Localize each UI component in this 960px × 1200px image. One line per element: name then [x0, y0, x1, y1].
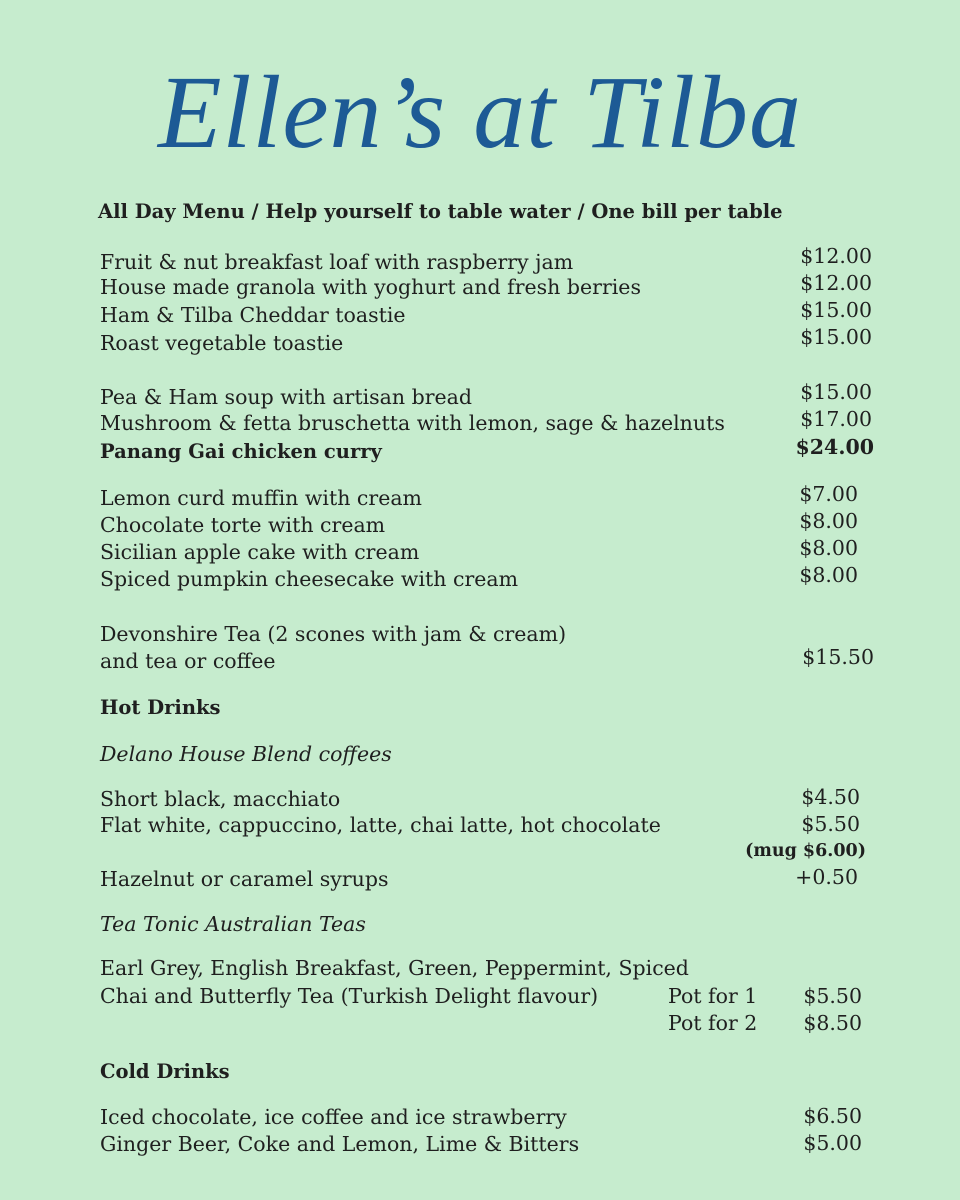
devonshire-line-2: and tea or coffee: [100, 649, 276, 673]
mug-price-note: (mug $6.00): [745, 841, 866, 861]
tea-line-1: Earl Grey, English Breakfast, Green, Peppermint, Spiced: [100, 956, 689, 980]
menu-item-price: $17.00: [800, 407, 872, 431]
syrup-item-name: Hazelnut or caramel syrups: [100, 867, 389, 891]
tea-line-2: Chai and Butterfly Tea (Turkish Delight flavour): [100, 984, 599, 1008]
pot-for-1-price: $5.50: [803, 984, 862, 1008]
menu-item-name: Chocolate torte with cream: [100, 513, 386, 537]
pot-for-1-label: Pot for 1: [668, 984, 758, 1008]
devonshire-price: $15.50: [802, 645, 874, 669]
menu-item-name: Fruit & nut breakfast loaf with raspberry jam: [100, 250, 574, 274]
menu-item-price: $15.00: [800, 380, 872, 404]
restaurant-title: Ellen’s at Tilba: [158, 55, 802, 170]
menu-item-price: $15.00: [800, 298, 872, 322]
cold-drink-price: $5.00: [803, 1131, 862, 1155]
devonshire-line-1: Devonshire Tea (2 scones with jam & cream): [100, 622, 567, 646]
cold-drinks-heading: Cold Drinks: [100, 1060, 230, 1083]
tea-heading: Tea Tonic Australian Teas: [100, 912, 366, 936]
coffee-item-price: $4.50: [801, 785, 860, 809]
menu-item-price: $24.00: [795, 435, 874, 459]
coffee-heading: Delano House Blend coffees: [100, 742, 392, 766]
menu-item-price: $8.00: [799, 563, 858, 587]
menu-item-name: House made granola with yoghurt and fresh berries: [100, 275, 641, 299]
menu-item-price: $7.00: [799, 482, 858, 506]
menu-item-price: $8.00: [799, 536, 858, 560]
menu-item-name: Pea & Ham soup with artisan bread: [100, 385, 473, 409]
menu-item-name: Lemon curd muffin with cream: [100, 486, 422, 510]
menu-item-price: $15.00: [800, 325, 872, 349]
pot-for-2-price: $8.50: [803, 1011, 862, 1035]
cold-drink-name: Ginger Beer, Coke and Lemon, Lime & Bitters: [100, 1132, 580, 1156]
menu-item-price: $8.00: [799, 509, 858, 533]
cold-drink-name: Iced chocolate, ice coffee and ice strawberry: [100, 1105, 567, 1129]
menu-subtitle: All Day Menu / Help yourself to table water / One bill per table: [98, 200, 783, 223]
menu-item-price: $12.00: [800, 244, 872, 268]
syrup-item-price: +0.50: [795, 865, 858, 889]
menu-item-name: Mushroom & fetta bruschetta with lemon, sage & hazelnuts: [100, 411, 725, 435]
coffee-item-price: $5.50: [801, 812, 860, 836]
menu-item-name: Spiced pumpkin cheesecake with cream: [100, 567, 519, 591]
menu-item-name: Panang Gai chicken curry: [100, 440, 382, 463]
menu-item-name: Sicilian apple cake with cream: [100, 540, 420, 564]
menu-item-name: Roast vegetable toastie: [100, 331, 344, 355]
pot-for-2-label: Pot for 2: [668, 1011, 758, 1035]
hot-drinks-heading: Hot Drinks: [100, 696, 221, 719]
menu-item-name: Ham & Tilba Cheddar toastie: [100, 303, 406, 327]
cold-drink-price: $6.50: [803, 1104, 862, 1128]
coffee-item-name: Short black, macchiato: [100, 787, 341, 811]
menu-item-price: $12.00: [800, 271, 872, 295]
coffee-item-name: Flat white, cappuccino, latte, chai latte, hot chocolate: [100, 813, 661, 837]
